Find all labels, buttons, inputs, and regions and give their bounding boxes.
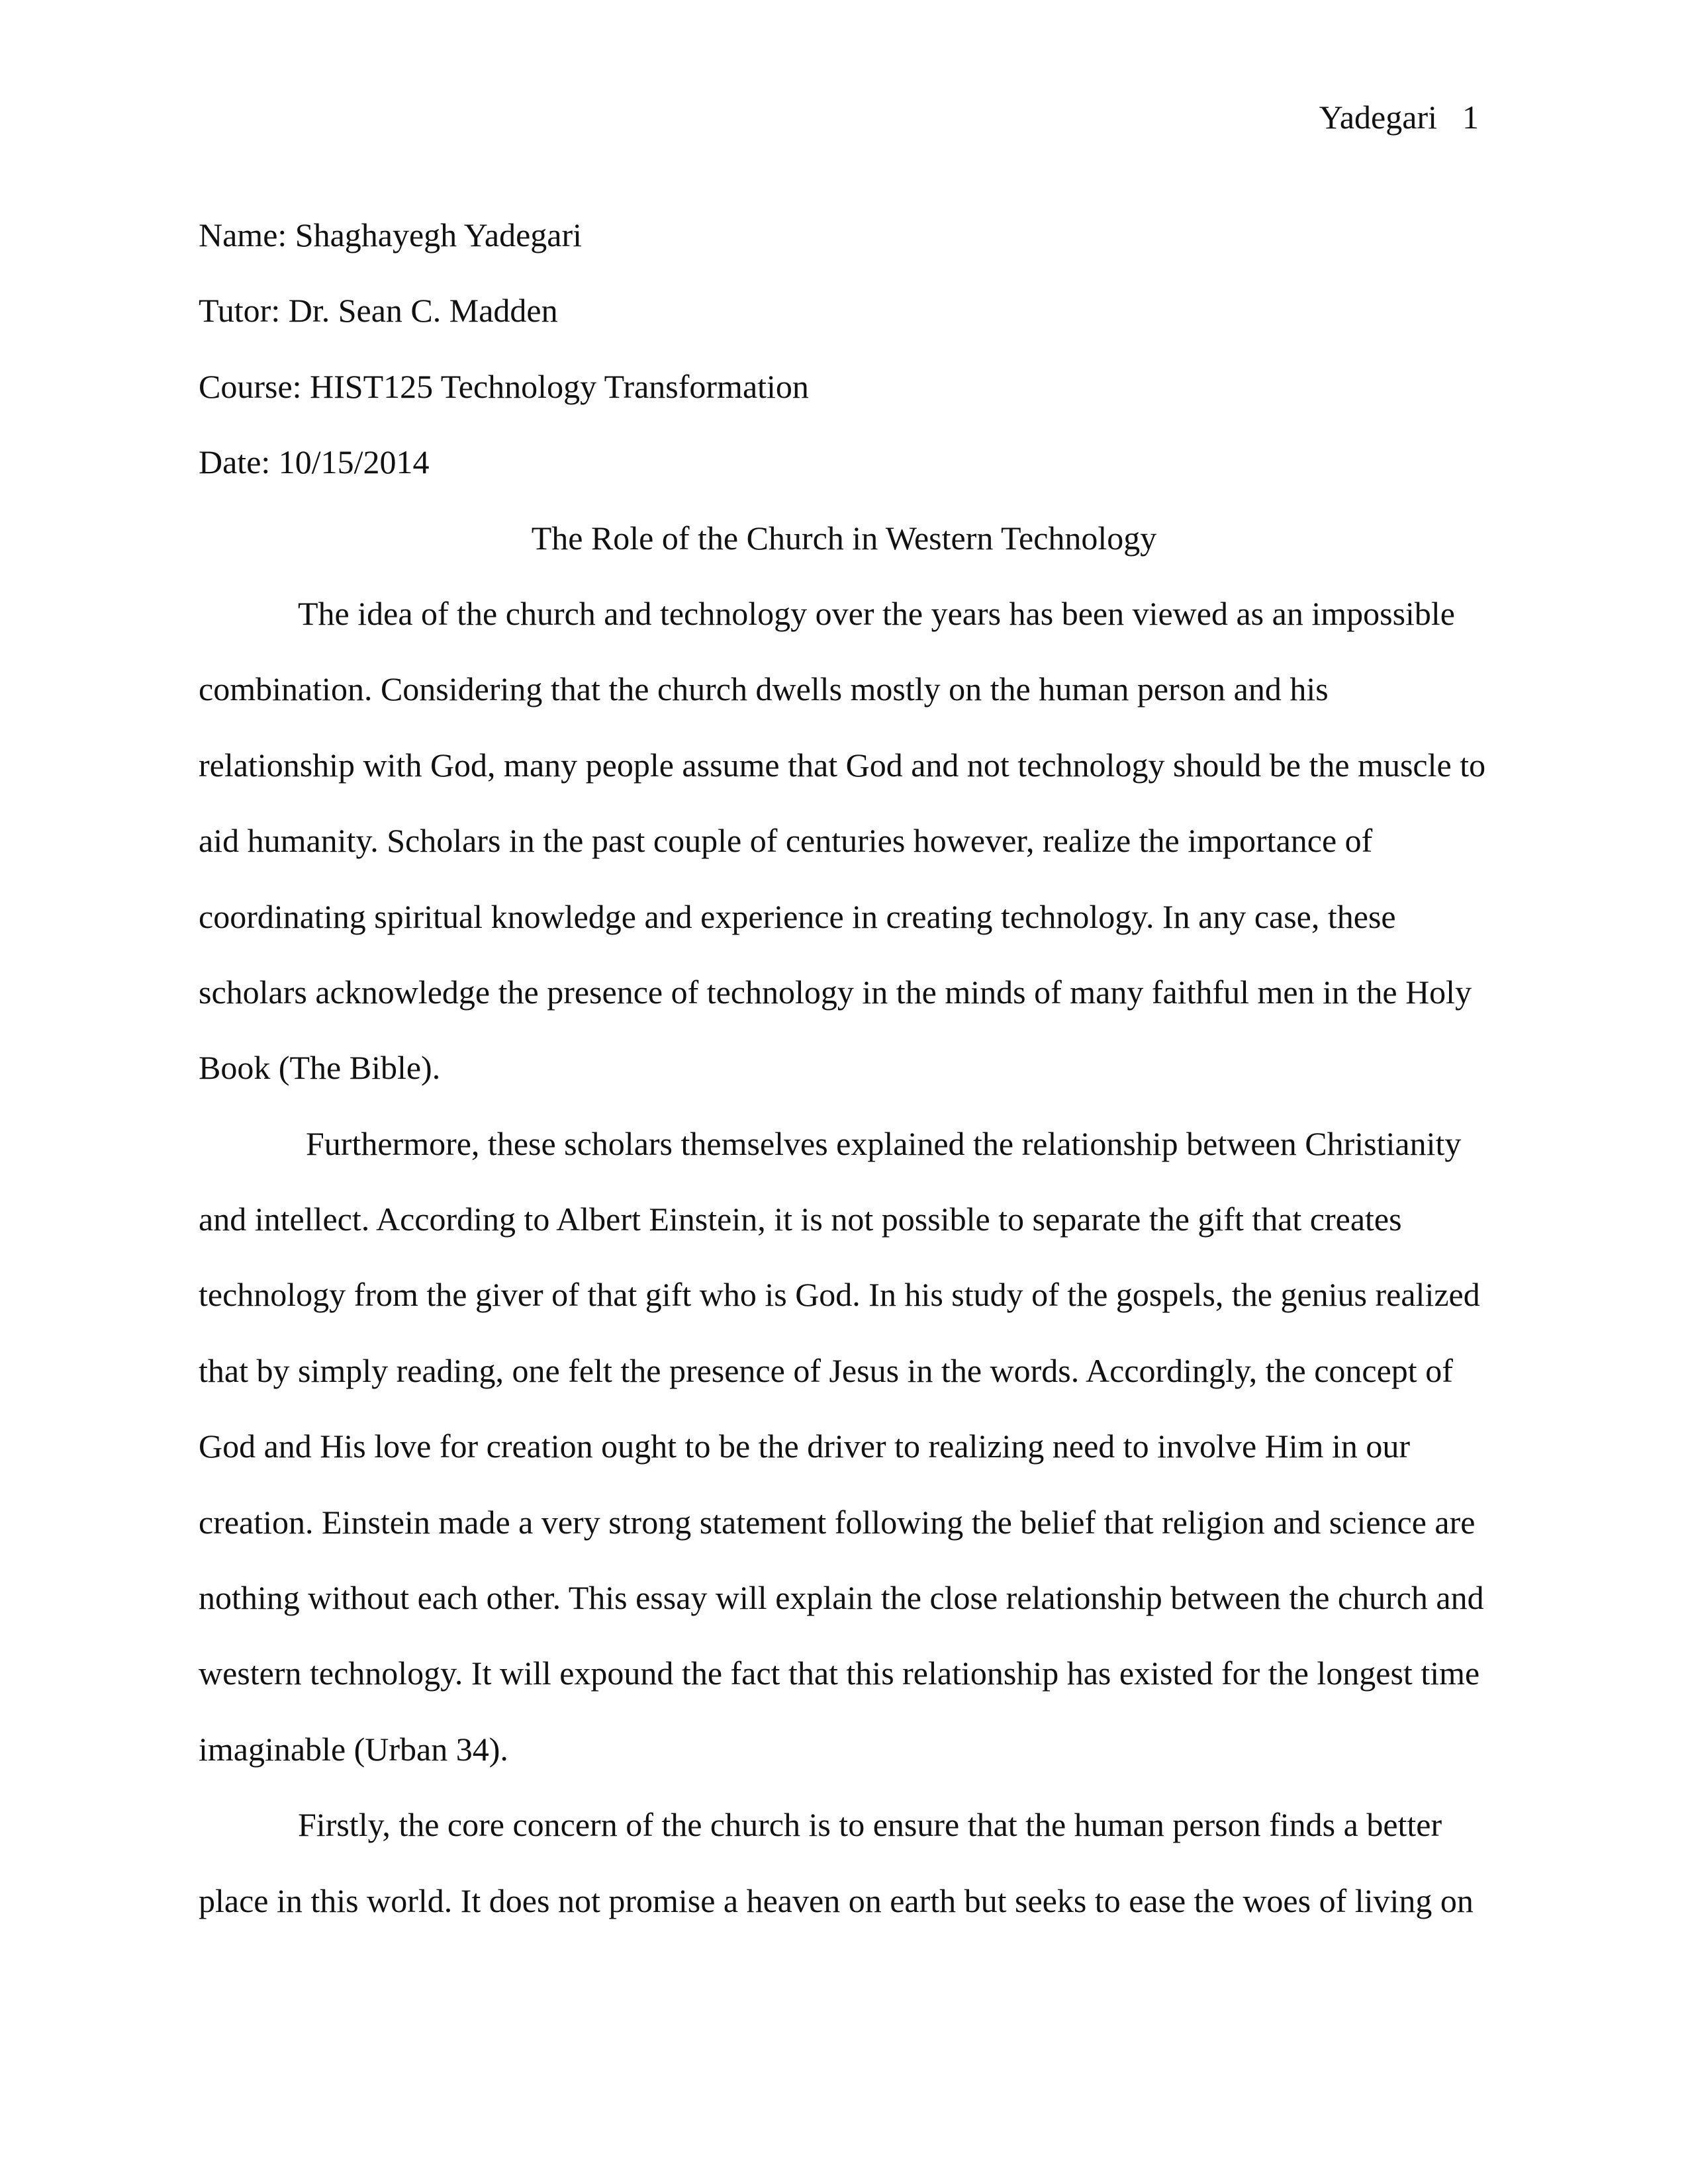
paragraph-line: and intellect. According to Albert Einstein, it is not possible to separate the gift that creates — [199, 1201, 1402, 1238]
paragraph-line: that by simply reading, one felt the presence of Jesus in the words. Accordingly, the concept of — [199, 1351, 1453, 1389]
paragraph-line: God and His love for creation ought to be the driver to realizing need to involve Him in our — [199, 1428, 1411, 1465]
paragraph-line: technology from the giver of that gift who is God. In his study of the gospels, the genius realized — [199, 1276, 1480, 1314]
paragraph-line: Firstly, the core concern of the church is to ensure that the human person finds a better — [298, 1806, 1442, 1844]
paragraph-line: aid humanity. Scholars in the past couple of centuries however, realize the importance of — [199, 822, 1373, 860]
document-body — [199, 197, 1489, 1938]
essay-title: The Role of the Church in Western Technology — [531, 519, 1157, 557]
paragraph-line: nothing without each other. This essay will explain the close relationship between the church and — [199, 1579, 1484, 1617]
paragraph-3 — [199, 1787, 1489, 1938]
paragraph-line: combination. Considering that the church dwells mostly on the human person and his — [199, 670, 1329, 708]
paragraph-line: scholars acknowledge the presence of technology in the minds of many faithful men in the Holy — [199, 973, 1472, 1011]
paragraph-line: imaginable (Urban 34). — [199, 1730, 508, 1768]
submission-date: Date: 10/15/2014 — [199, 443, 430, 481]
paragraph-line: relationship with God, many people assume that God and not technology should be the muscle to — [199, 746, 1486, 784]
paragraph-line: Book (The Bible). — [199, 1049, 441, 1087]
page-number: 1 — [1462, 99, 1479, 136]
paragraph-line: Furthermore, these scholars themselves explained the relationship between Christianity — [306, 1124, 1462, 1162]
paragraph-line: western technology. It will expound the fact that this relationship has existed for the longest time — [199, 1655, 1480, 1692]
paragraph-line: creation. Einstein made a very strong statement following the belief that religion and science are — [199, 1503, 1476, 1541]
tutor-name: Tutor: Dr. Sean C. Madden — [199, 292, 558, 330]
paragraph-line: coordinating spiritual knowledge and experience in creating technology. In any case, these — [199, 897, 1396, 935]
running-header — [1319, 101, 1479, 134]
course-name: Course: HIST125 Technology Transformation — [199, 367, 809, 405]
paragraph-line: The idea of the church and technology over the years has been viewed as an impossible — [298, 594, 1455, 632]
paragraph-1 — [199, 576, 1489, 1106]
header-author: Yadegari — [1319, 99, 1437, 136]
paragraph-line: place in this world. It does not promise a heaven on earth but seeks to ease the woes of living on — [199, 1882, 1474, 1919]
paragraph-2 — [199, 1106, 1489, 1788]
student-name: Name: Shaghayegh Yadegari — [199, 216, 583, 253]
